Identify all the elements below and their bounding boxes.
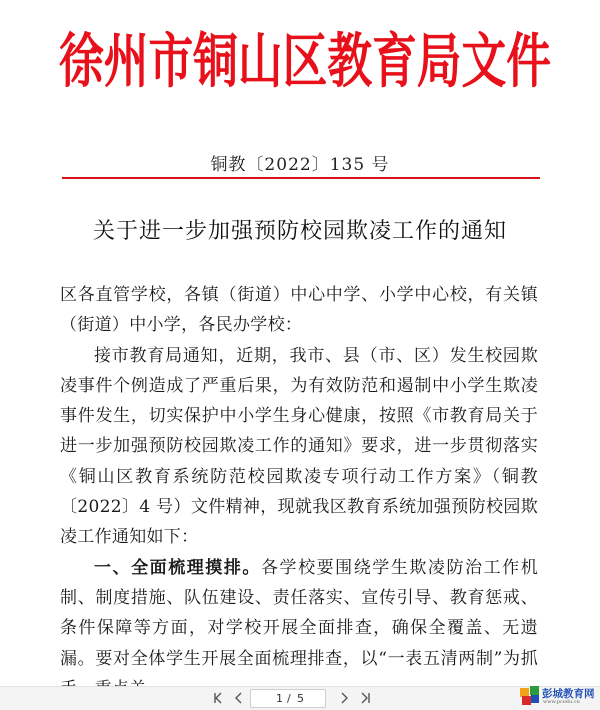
- prev-page-icon[interactable]: [231, 690, 247, 706]
- last-page-icon[interactable]: [357, 690, 373, 706]
- page-indicator: [250, 689, 326, 708]
- section-1-text: 各学校要围绕学生欺凌防治工作机制、制度措施、队伍建设、责任落实、宣传引导、教育惩戒、条件保障等方面，对学校开展全面排查，确保全覆盖、无遗漏。要对全体学生开展全面梳理排查，以“一表五清两制”为抓: [60, 557, 538, 669]
- red-divider-line: [62, 177, 540, 179]
- intro-paragraph: 接市教育局通知，近期，我市、县（市、区）发生校园欺凌事件个例造成了严重后果，为有效防范和遏制中小学生欺凌事件发生，切实保护中小学生身心健康，按照《市教育局关于进一步加强预防校园欺凌工作的通知》要求，进一步贯彻落实《铜山区教育系统防范校园欺凌专项行动工作方案》（铜教〔2022〕4 号）文件精神，现就我区教育系统加强预防校园欺凌工作通知如下：: [60, 345, 538, 548]
- logo-mark-icon: [519, 684, 541, 706]
- document-title: 关于进一步加强预防校园欺凌工作的通知: [92, 219, 507, 244]
- masthead-title-text: 徐州市铜山区教育局文件: [59, 26, 551, 96]
- addressee-paragraph: 区各直管学校，各镇（街道）中心中学、小学中心校，有关镇（街道）中小学，各民办学校：: [60, 285, 538, 336]
- logo-name: 彭城教育网: [542, 688, 595, 700]
- logo-url: www.pcedu.cn: [543, 699, 580, 705]
- next-page-icon[interactable]: [336, 690, 352, 706]
- total-pages: 5: [297, 692, 304, 705]
- document-body: [60, 280, 538, 704]
- masthead-title: [50, 18, 560, 98]
- site-logo: [519, 681, 600, 709]
- section-1-paragraph: [60, 553, 538, 704]
- document-number: 铜教〔2022〕135 号: [210, 155, 390, 175]
- current-page-input[interactable]: [255, 691, 283, 705]
- first-page-icon[interactable]: [210, 690, 226, 706]
- pdf-page-toolbar: [0, 686, 600, 710]
- page-separator: /: [287, 692, 291, 705]
- section-1-heading: 一、全面梳理摸排。: [94, 557, 261, 578]
